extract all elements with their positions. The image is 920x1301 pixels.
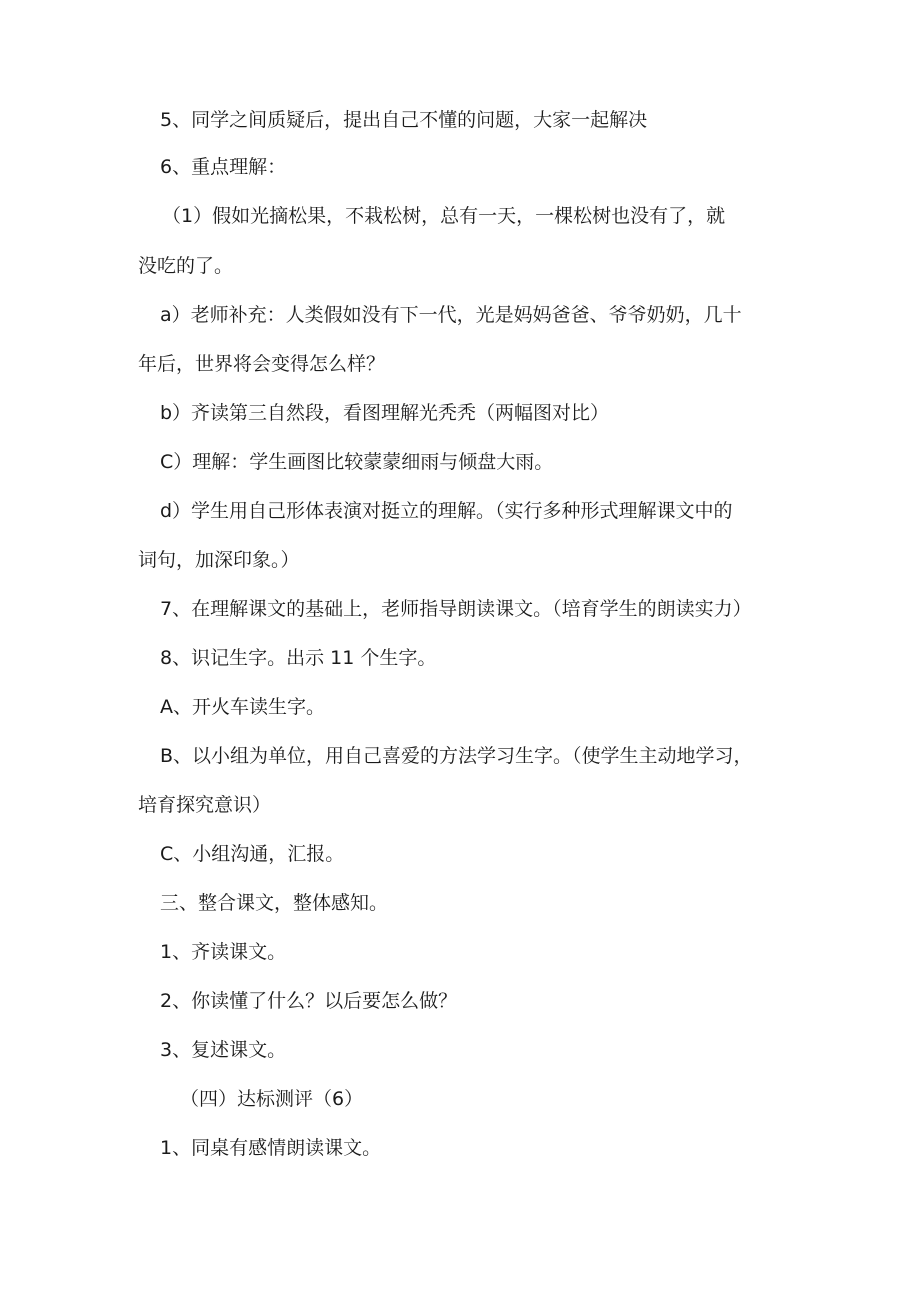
text-line-item-B: B、以小组为单位，用自己喜爱的方法学习生字。（使学生主动地学习， bbox=[160, 745, 753, 767]
text-line-item-a: a）老师补充：人类假如没有下一代，光是妈妈爸爸、爷爷奶奶，几十 bbox=[160, 304, 742, 326]
text-line-s3-step-3: 3、复述课文。 bbox=[160, 1039, 287, 1061]
text-line-s3-step-1: 1、齐读课文。 bbox=[160, 941, 287, 963]
text-line-step-6: 6、重点理解： bbox=[160, 156, 287, 178]
text-line-s3-step-2: 2、你读懂了什么？以后要怎么做？ bbox=[160, 990, 458, 1012]
text-line-s4-step-1: 1、同桌有感情朗读课文。 bbox=[160, 1137, 382, 1159]
text-line-point-1-cont: 没吃的了。 bbox=[138, 255, 234, 277]
text-line-step-8: 8、识记生字。出示 11 个生字。 bbox=[160, 647, 437, 669]
text-line-item-d: d）学生用自己形体表演对挺立的理解。（实行多种形式理解课文中的 bbox=[160, 500, 733, 522]
text-line-item-A: A、开火车读生字。 bbox=[160, 696, 325, 718]
text-line-item-B-cont: 培育探究意识） bbox=[138, 794, 272, 816]
text-line-item-a-cont: 年后，世界将会变得怎么样？ bbox=[138, 353, 386, 375]
text-line-section-3: 三、整合课文，整体感知。 bbox=[160, 892, 389, 914]
text-line-item-d-cont: 词句，加深印象。） bbox=[138, 549, 300, 571]
text-line-item-c: C）理解：学生画图比较蒙蒙细雨与倾盘大雨。 bbox=[160, 451, 554, 473]
text-line-step-7: 7、在理解课文的基础上，老师指导朗读课文。（培育学生的朗读实力） bbox=[160, 598, 752, 620]
text-line-item-C: C、小组沟通，汇报。 bbox=[160, 843, 345, 865]
text-line-point-1: （1）假如光摘松果，不栽松树，总有一天，一棵松树也没有了，就 bbox=[162, 205, 726, 227]
text-line-step-5: 5、同学之间质疑后，提出自己不懂的问题，大家一起解决 bbox=[160, 109, 648, 131]
text-line-section-4: （四）达标测评（6） bbox=[180, 1088, 364, 1110]
text-line-item-b: b）齐读第三自然段，看图理解光秃秃（两幅图对比） bbox=[160, 402, 610, 424]
